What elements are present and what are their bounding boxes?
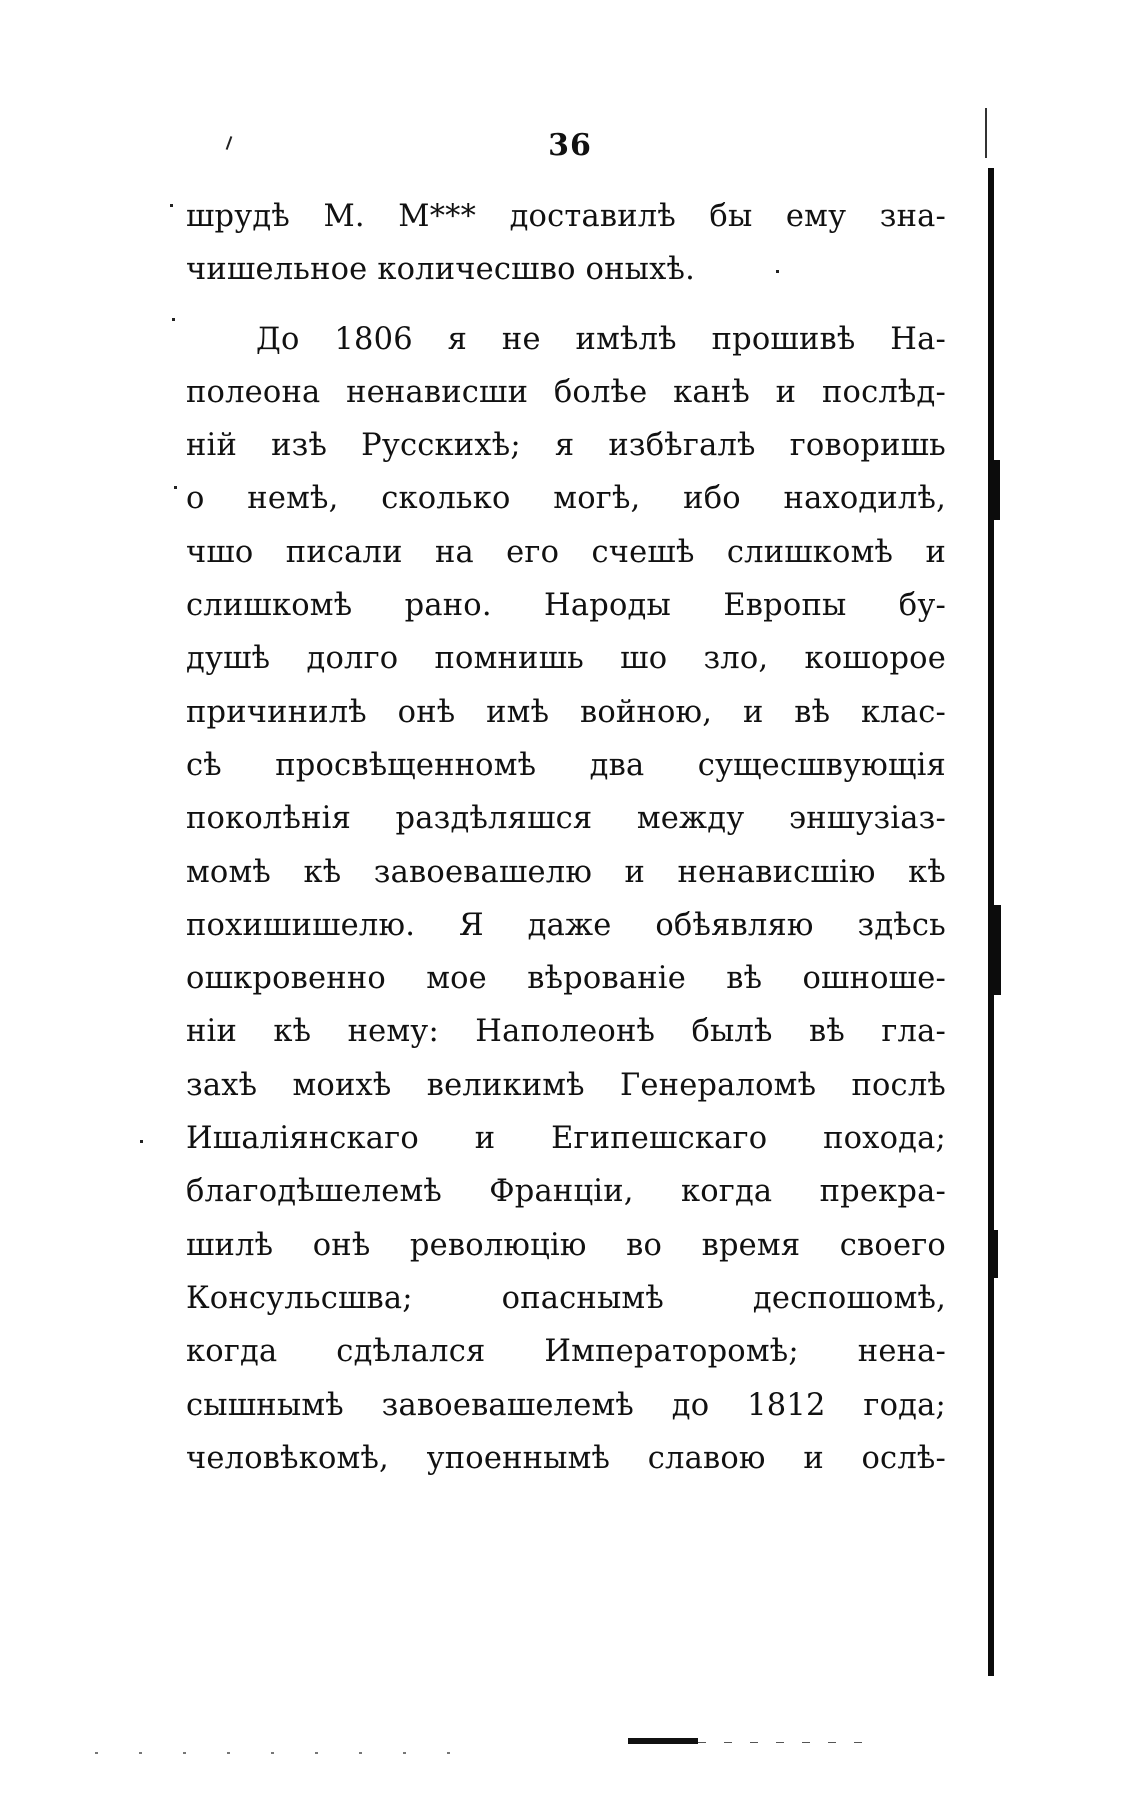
text-line: похишишелю. Я даже обѣявляю здѣсь <box>186 907 946 943</box>
text-line: нiй изѣ Русскихѣ; я избѣгалѣ говоришь <box>186 428 946 464</box>
text-line: слишкомѣ рано. Народы Европы бу- <box>186 588 946 624</box>
binding-notch <box>994 460 1000 520</box>
text-line: чшо писали на его счешѣ слишкомѣ и <box>186 534 946 570</box>
binding-notch <box>994 905 1001 995</box>
text-line: душѣ долго помнишь шо зло, кошорое <box>186 641 946 677</box>
text-line: благодѣшелемѣ Францiи, когда прекра- <box>186 1174 946 1210</box>
text-line: сышнымѣ завоевашелемѣ до 1812 года; <box>186 1387 946 1423</box>
scan-speck <box>172 318 175 321</box>
text-line: Ишалiянскаго и Египешскаго похода; <box>186 1121 946 1157</box>
text-line: шилѣ онѣ революцiю во время своего <box>186 1227 946 1263</box>
text-line: До 1806 я не имѣлѣ прошивѣ На- <box>256 321 946 357</box>
body-text <box>186 190 946 1485</box>
scan-speck <box>776 270 779 273</box>
binding-edge-top <box>985 108 987 158</box>
text-line: полеона ненависши болѣе канѣ и послѣд- <box>186 374 946 410</box>
footer-ornament <box>628 1738 698 1744</box>
text-line: захѣ моихѣ великимѣ Генераломѣ послѣ <box>186 1067 946 1103</box>
text-line: когда сдѣлался Императоромѣ; нена- <box>186 1334 946 1370</box>
text-line: человѣкомѣ, упоеннымѣ славою и ослѣ- <box>186 1440 946 1476</box>
scan-speck <box>140 1140 143 1143</box>
text-line: поколѣнiя раздѣляшся между эншузiаз- <box>186 801 946 837</box>
text-line: о немѣ, сколько могѣ, ибо находилѣ, <box>186 481 946 517</box>
text-line: момѣ кѣ завоевашелю и ненависшiю кѣ <box>186 854 946 890</box>
text-line: нiи кѣ нему: Наполеонѣ былѣ вѣ гла- <box>186 1014 946 1050</box>
scan-speck <box>174 486 177 489</box>
scan-speck <box>170 204 173 207</box>
paragraph-gap <box>186 297 946 313</box>
page-number: 36 <box>548 128 592 163</box>
text-line: чишельное количесшво оныхѣ. <box>186 252 695 288</box>
footer-ornament-tail <box>698 1742 868 1743</box>
text-line: ошкровенно мое вѣрованiе вѣ ошноше- <box>186 961 946 997</box>
text-line: сѣ просвѣщенномѣ два сущесшвующiя <box>186 747 946 783</box>
text-line: Консульсшва; опаснымѣ деспошомѣ, <box>186 1280 946 1316</box>
text-line: шрудѣ М. М*** доставилѣ бы ему зна- <box>186 199 946 234</box>
text-line: причинилѣ онѣ имѣ войною, и вѣ клас- <box>186 694 946 730</box>
footer-specks <box>95 1752 455 1754</box>
binding-notch <box>994 1230 998 1278</box>
